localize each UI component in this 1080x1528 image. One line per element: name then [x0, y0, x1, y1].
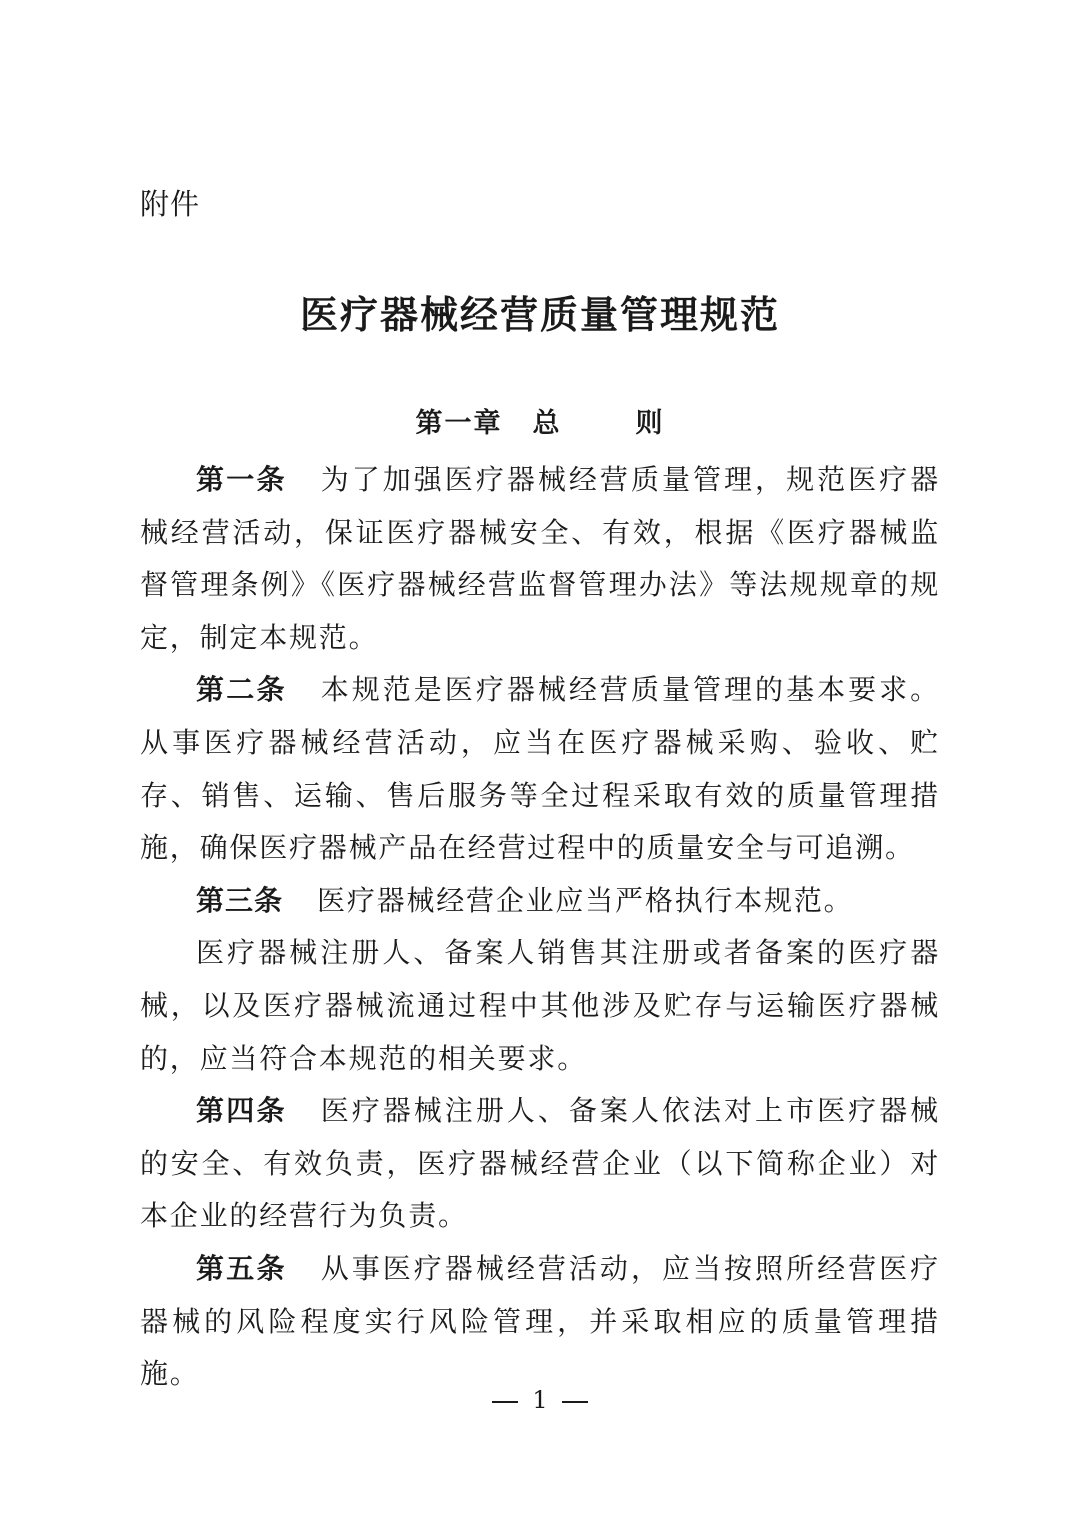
article-text: 医疗器械经营企业应当严格执行本规范。 [317, 883, 854, 917]
page-number-value: 1 [532, 1386, 548, 1414]
article-4 [140, 1085, 940, 1243]
article-label: 第三条 [196, 883, 284, 917]
article-text: 医疗器械注册人、备案人依法对上市医疗器械的安全、有效负责，医疗器械经营企业（以下简称企业）对本企业的经营行为负责。 [140, 1094, 940, 1233]
document-title: 医疗器械经营质量管理规范 [299, 293, 780, 337]
chapter-number: 第一章 [415, 408, 503, 439]
article-label: 第二条 [196, 673, 287, 707]
article-text: 为了加强医疗器械经营质量管理，规范医疗器械经营活动，保证医疗器械安全、有效，根据《医疗器械监督管理条例》《医疗器械经营监督管理办法》等法规规章的规定，制定本规范。 [140, 463, 940, 654]
article-text: 从事医疗器械经营活动，应当按照所经营医疗器械的风险程度实行风险管理，并采取相应的质量管理措施。 [140, 1251, 940, 1391]
article-text: 本规范是医疗器械经营质量管理的基本要求。从事医疗器械经营活动，应当在医疗器械采购、验收、贮存、销售、运输、售后服务等全过程采取有效的质量管理措施，确保医疗器械产品在经营过程中的质量安全与可追溯。 [140, 673, 940, 865]
page-number-dash-right [562, 1401, 588, 1403]
article-3-paragraph-2 [140, 927, 940, 1085]
article-1 [140, 454, 940, 664]
chapter-heading [0, 400, 1080, 448]
page-number-dash-left [492, 1401, 518, 1403]
article-label: 第一条 [196, 463, 287, 496]
article-label: 第四条 [196, 1094, 287, 1128]
chapter-name-part-2: 则 [635, 408, 665, 439]
article-5 [140, 1243, 940, 1401]
attachment-label: 附件 [140, 187, 201, 221]
article-3 [140, 875, 940, 928]
chapter-name-part-1: 总 [532, 408, 562, 439]
document-body [140, 454, 940, 1401]
article-2 [140, 664, 940, 874]
article-text: 医疗器械注册人、备案人销售其注册或者备案的医疗器械，以及医疗器械流通过程中其他涉及贮存与运输医疗器械的，应当符合本规范的相关要求。 [140, 936, 940, 1075]
article-label: 第五条 [196, 1251, 287, 1285]
page-number [0, 1380, 1080, 1420]
